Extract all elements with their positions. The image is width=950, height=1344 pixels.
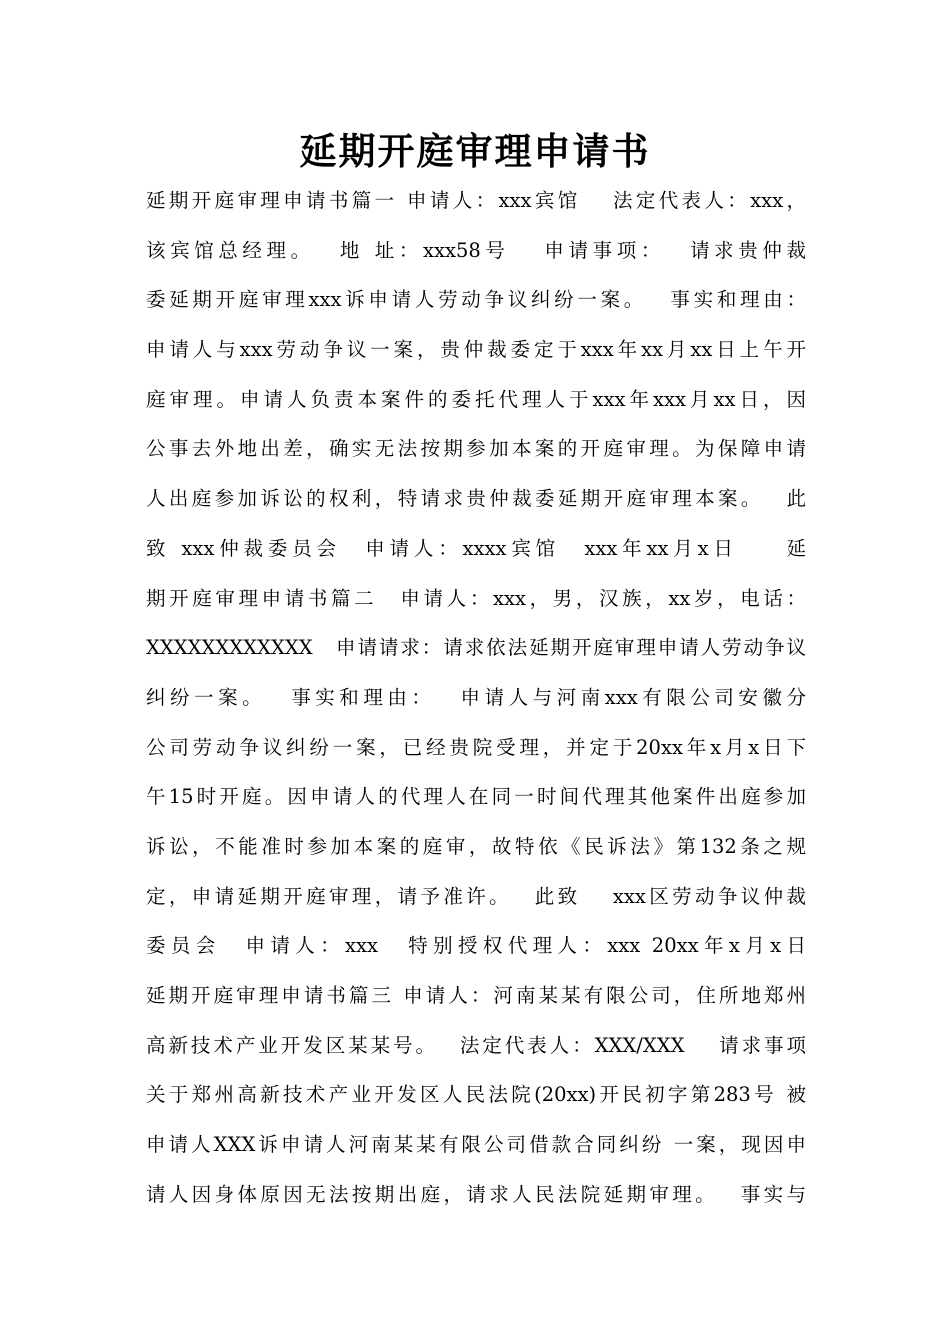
body-line: 公司劳动争议纠纷一案，已经贵院受理，并定于20xx年x月x日下 [146, 735, 806, 759]
body-line: 庭审理。申请人负责本案件的委托代理人于xxx年xxx月xx日，因 [146, 387, 806, 411]
body-line: 公事去外地出差，确实无法按期参加本案的开庭审理。为保障申请 [146, 437, 806, 461]
body-line: XXXXXXXXXXXX 申请请求：请求依法延期开庭审理申请人劳动争议 [146, 636, 806, 660]
body-line: 致 xxx仲裁委员会 申请人：xxxx宾馆 xxx年xx月x日 延 [146, 536, 806, 560]
body-line: 高新技术产业开发区某某号。 法定代表人：XXX/XXX 请求事项 [146, 1033, 806, 1057]
body-line: 委员会 申请人：xxx 特别授权代理人：xxx 20xx年x月x日 [146, 934, 806, 958]
body-line: 关于郑州高新技术产业开发区人民法院(20xx)开民初字第283号 被 [146, 1083, 806, 1107]
document-title: 延期开庭审理申请书 [299, 130, 651, 173]
body-line: 午15时开庭。因申请人的代理人在同一时间代理其他案件出庭参加 [146, 785, 806, 809]
body-line: 延期开庭审理申请书篇一 申请人：xxx宾馆 法定代表人：xxx， [146, 189, 806, 212]
body-line: 延期开庭审理申请书篇三 申请人：河南某某有限公司，住所地郑州 [146, 984, 806, 1007]
body-line: 申请人XXX诉申请人河南某某有限公司借款合同纠纷 一案，现因申 [146, 1133, 806, 1157]
body-line: 申请人与xxx劳动争议一案，贵仲裁委定于xxx年xx月xx日上午开 [146, 338, 806, 362]
body-line: 诉讼，不能准时参加本案的庭审，故特依《民诉法》第132条之规 [146, 834, 806, 858]
body-line: 定，申请延期开庭审理，请予准许。 此致 xxx区劳动争议仲裁 [146, 884, 806, 908]
body-line: 请人因身体原因无法按期出庭，请求人民法院延期审理。 事实与 [146, 1182, 806, 1206]
document-body [146, 176, 806, 1219]
body-line: 期开庭审理申请书篇二 申请人：xxx，男，汉族，xx岁，电话： [146, 586, 806, 610]
body-line: 委延期开庭审理xxx诉申请人劳动争议纠纷一案。 事实和理由： [146, 288, 806, 312]
body-line: 纠纷一案。 事实和理由： 申请人与河南xxx有限公司安徽分 [146, 685, 806, 709]
body-line: 该宾馆总经理。 地 址：xxx58号 申请事项： 请求贵仲裁 [146, 238, 806, 262]
body-line: 人出庭参加诉讼的权利，特请求贵仲裁委延期开庭审理本案。 此 [146, 487, 806, 511]
